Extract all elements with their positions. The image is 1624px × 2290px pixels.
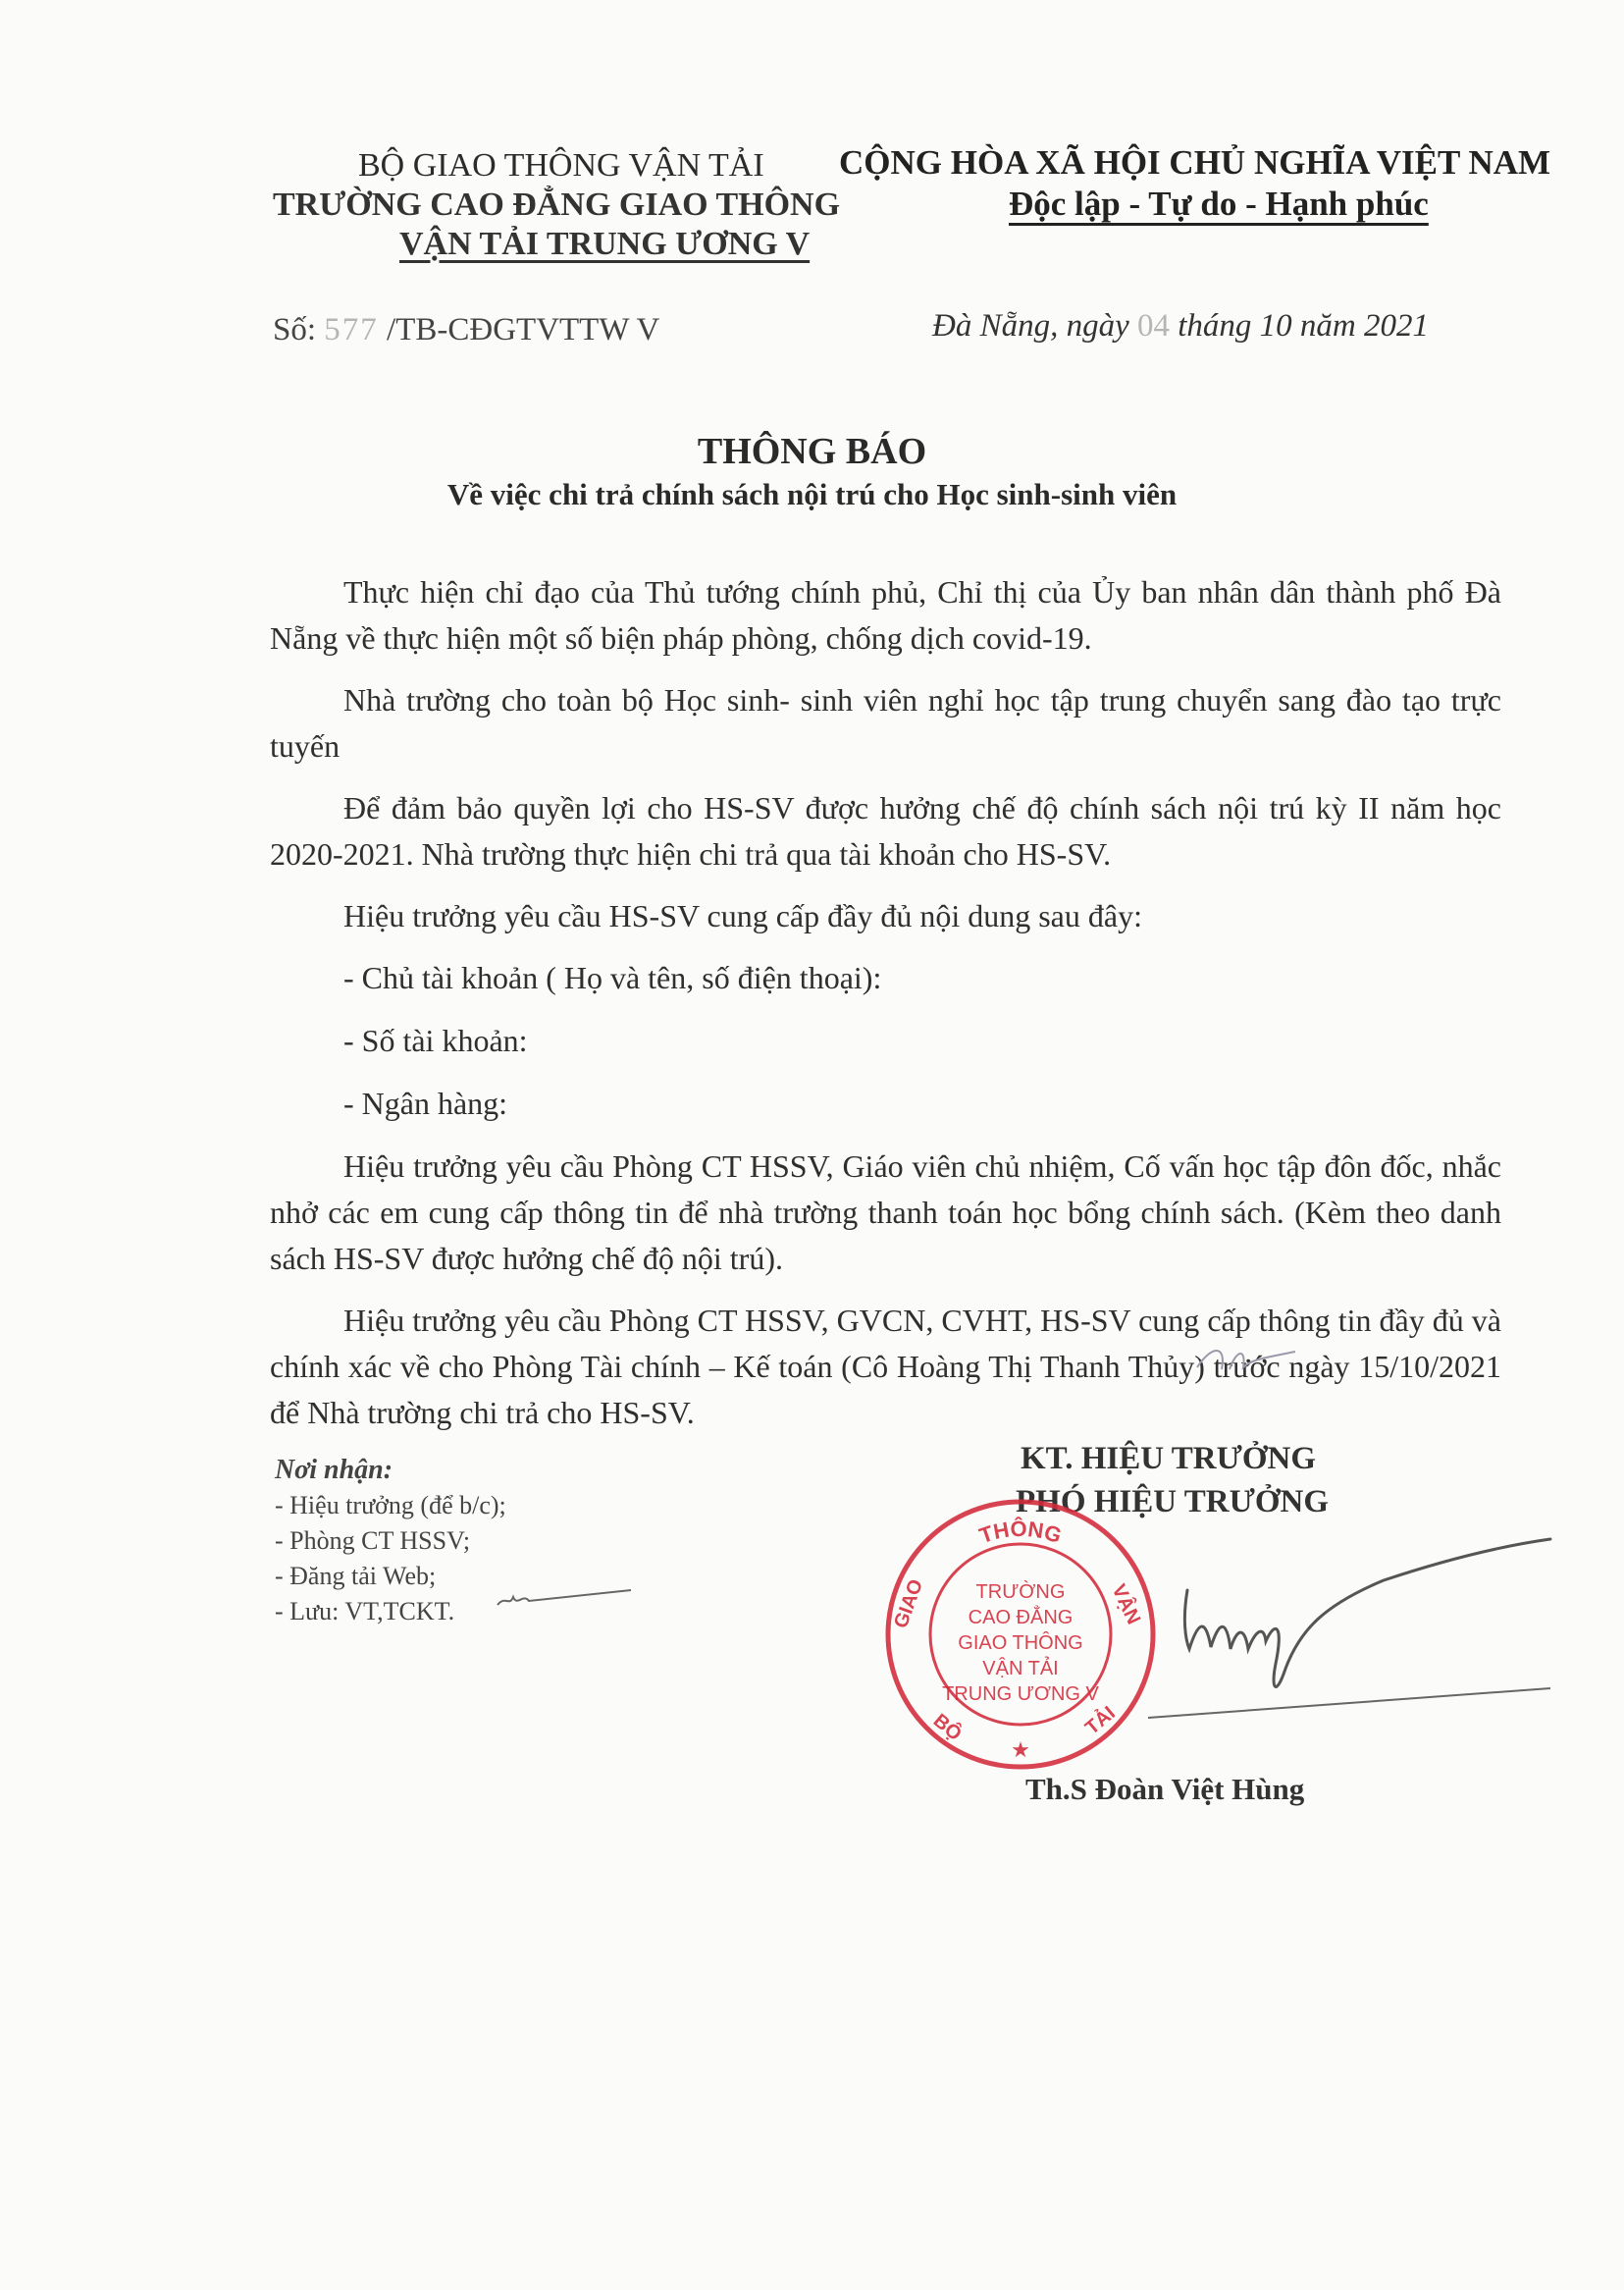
stamp-text-top: THÔNG: [975, 1516, 1065, 1549]
document-code: /TB-CĐGTVTTW V: [378, 312, 660, 347]
handwritten-signature-icon: [1128, 1531, 1560, 1728]
stamp-inner-line5: TRUNG ƯƠNG V: [942, 1683, 1099, 1705]
star-icon: ★: [1011, 1737, 1030, 1762]
stamp-inner-line1: TRƯỜNG: [975, 1581, 1066, 1603]
stamp-inner-line2: CAO ĐẲNG: [968, 1607, 1074, 1628]
initials-mark-icon: [1192, 1340, 1300, 1379]
school-name-line1: TRƯỜNG CAO ĐẲNG GIAO THÔNG: [273, 186, 841, 223]
recipients-block: [275, 1453, 506, 1629]
date-prefix: Đà Nẵng, ngày: [932, 308, 1137, 344]
signature-subtitle: PHÓ HIỆU TRƯỞNG: [1016, 1484, 1330, 1519]
date-suffix: tháng 10 năm 2021: [1170, 308, 1429, 344]
stamp-text-bottom-left: BỘ: [928, 1709, 966, 1746]
document-subtitle: Về việc chi trả chính sách nội trú cho Học sinh-sinh viên: [446, 477, 1178, 511]
date-day: 04: [1137, 308, 1170, 344]
stamp-text-bottom-right: TẢI: [1081, 1702, 1120, 1739]
body-paragraph: Hiệu trưởng yêu cầu Phòng CT HSSV, GVCN, CVHT, HS-SV cung cấp thông tin đầy đủ và chính xác về cho Phòng Tài chính – Kế toán (Cô Hoàng Thị Thanh Thủy) trước ngày 15/10/2021 để Nhà trường chi trả cho HS-SV.: [270, 1303, 1501, 1430]
signature-title: KT. HIỆU TRƯỞNG: [1021, 1441, 1317, 1476]
document-number-value: 577: [324, 312, 379, 347]
recipient-item: - Lưu: VT,TCKT.: [275, 1597, 455, 1625]
stamp-text-left: GIAO: [890, 1576, 928, 1631]
signer-name: Th.S Đoàn Việt Hùng: [1025, 1772, 1305, 1806]
archive-initials-icon: [496, 1585, 633, 1615]
stamp-inner-line3: GIAO THÔNG: [958, 1632, 1083, 1654]
list-item: - Ngân hàng:: [343, 1086, 508, 1121]
school-name-line2: [399, 226, 810, 263]
date-line: [932, 308, 1429, 345]
ministry-name: BỘ GIAO THÔNG VẬN TẢI: [358, 147, 764, 184]
recipient-item: - Đăng tải Web;: [275, 1562, 437, 1590]
stamp-inner-line4: VẬN TẢI: [982, 1658, 1059, 1679]
school-name-line2-text: VẬN TẢI TRUNG ƯƠNG V: [399, 226, 811, 262]
stamp-text-right: VẬN: [1107, 1580, 1145, 1628]
document-number: [273, 312, 659, 348]
document-title: THÔNG BÁO: [697, 431, 927, 472]
body-paragraph: Nhà trường cho toàn bộ Học sinh- sinh viên nghỉ học tập trung chuyển sang đào tạo trực tuyến: [270, 682, 1501, 764]
body-paragraph: Hiệu trưởng yêu cầu HS-SV cung cấp đầy đủ nội dung sau đây:: [343, 898, 1142, 933]
body-paragraph: Để đảm bảo quyền lợi cho HS-SV được hưởng chế độ chính sách nội trú kỳ II năm học 2020-2021. Nhà trường thực hiện chi trả qua tài khoản cho HS-SV.: [270, 790, 1501, 872]
list-item: - Số tài khoản:: [343, 1023, 528, 1058]
national-title: CỘNG HÒA XÃ HỘI CHỦ NGHĨA VIỆT NAM: [839, 143, 1551, 182]
national-motto: Độc lập - Tự do - Hạnh phúc: [1009, 185, 1429, 223]
document-body: [270, 569, 1501, 1452]
document-number-prefix: Số:: [273, 312, 325, 347]
body-paragraph: Hiệu trưởng yêu cầu Phòng CT HSSV, Giáo viên chủ nhiệm, Cố vấn học tập đôn đốc, nhắc nhở các em cung cấp thông tin để nhà trường thanh toán học bổng chính sách. (Kèm theo danh sách HS-SV được hưởng chế độ nội trú).: [270, 1148, 1501, 1276]
list-item: - Chủ tài khoản ( Họ và tên, số điện thoại):: [343, 960, 882, 995]
body-paragraph: Thực hiện chỉ đạo của Thủ tướng chính phủ, Chỉ thị của Ủy ban nhân dân thành phố Đà Nẵng về thực hiện một số biện pháp phòng, chống dịch covid-19.: [270, 574, 1501, 656]
official-stamp-icon: [878, 1492, 1163, 1777]
recipient-item: - Hiệu trưởng (để b/c);: [275, 1491, 506, 1519]
recipient-item: - Phòng CT HSSV;: [275, 1526, 471, 1555]
recipients-heading: Nơi nhận:: [275, 1455, 393, 1485]
